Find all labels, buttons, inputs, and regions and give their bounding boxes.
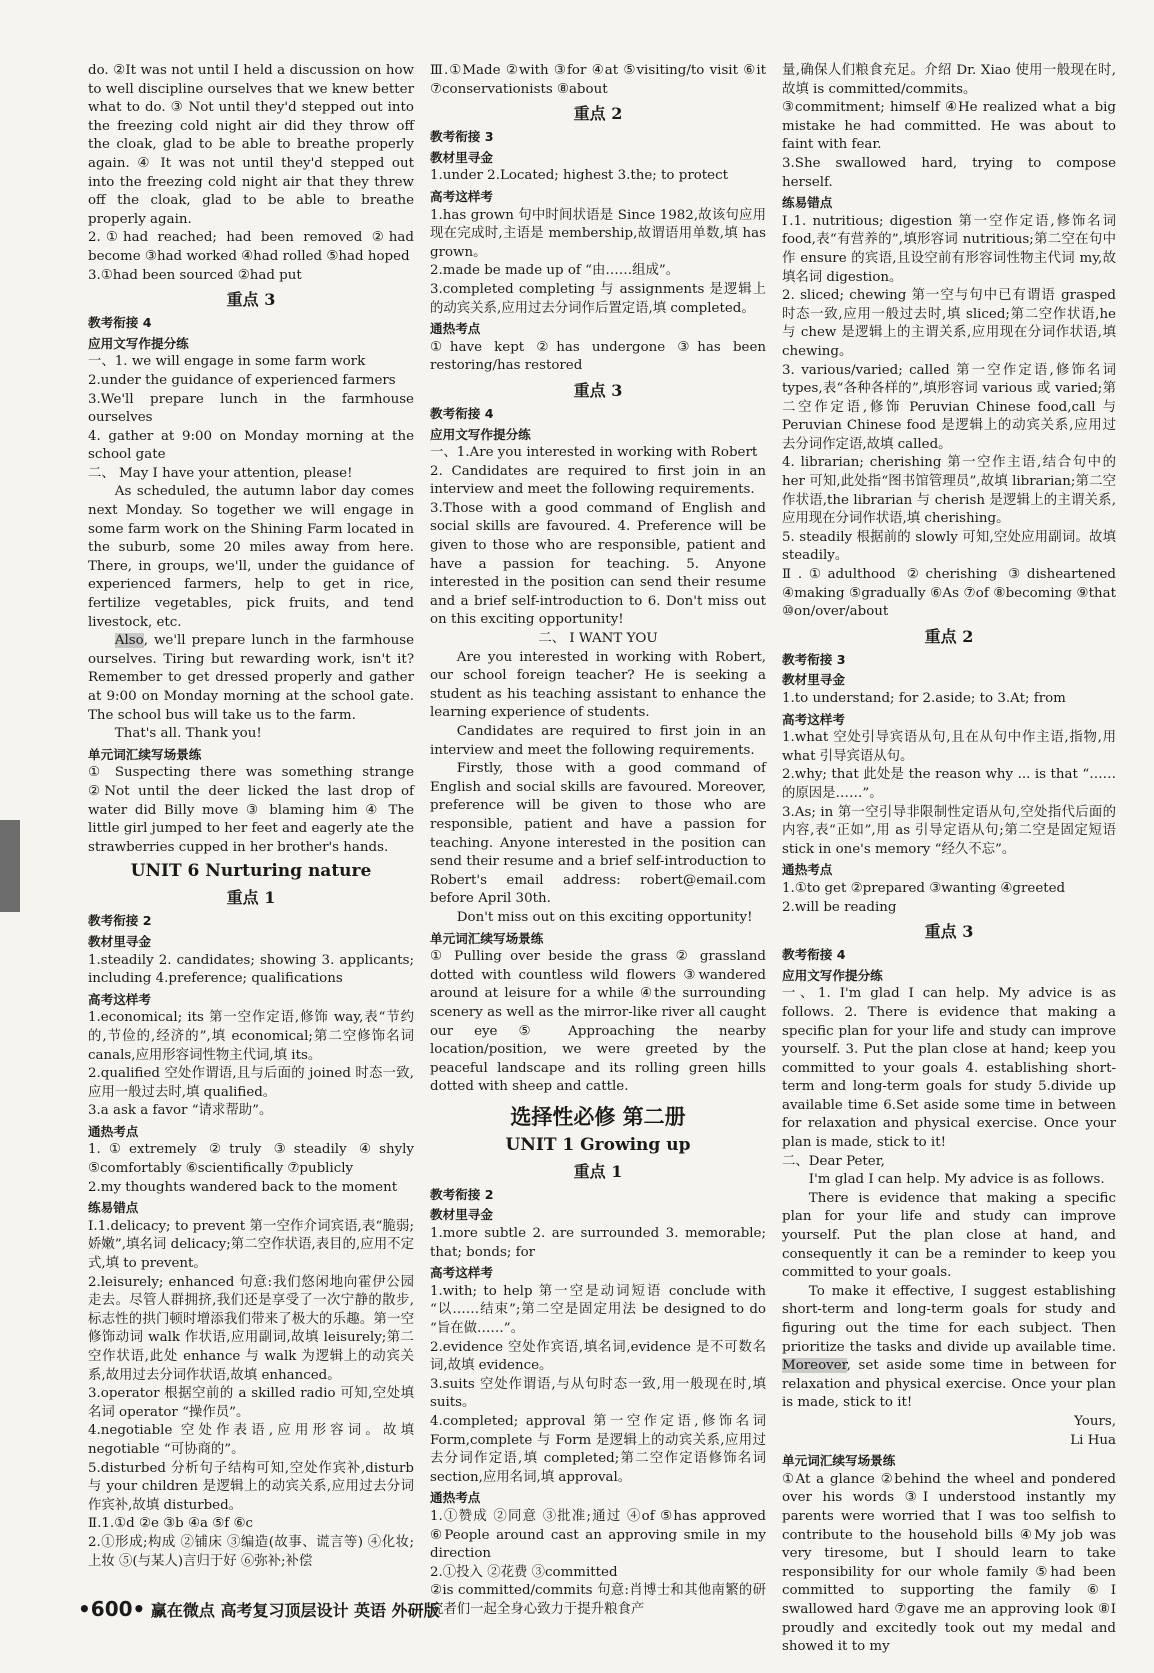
answer-text: 2.why; that 此处是 the reason why ... is that “……的原因是……”。 (782, 767, 1116, 801)
answer-text: 2.will be reading (782, 899, 897, 915)
section-heading: 教考衔接 3 (430, 129, 494, 145)
subsection-title: 重点 3 (924, 922, 974, 942)
section-heading: 单元词汇续写场景练 (430, 930, 544, 946)
paragraph-text: , we'll prepare lunch in the farmhouse ourselves. Tiring but rewarding work, isn't it? Remember to get dressed properly and gather at 9:00 on Monday morning at the school gate. The school bus will take us to the farm. (88, 633, 414, 723)
answer-text: do. ②It was not until I held a discussion on how to well discipline ourselves that we knew better what to do. ③ Not until they'd stepped out into the freezing cold night air did they throw off the cloak, glad to be able to breathe properly again. ④ It was not until they'd stepped out into the freezing cold night air that they threw off the cloak, glad to be able to breathe properly again. (88, 63, 414, 227)
answer-text: 3.She swallowed hard, trying to compose herself. (782, 155, 1116, 190)
answer-text: 5.disturbed 分析句子结构可知,空处作宾补,disturb 与 your children 是逻辑上的动宾关系,应用过去分词作宾补,故填 disturbed。 (88, 1460, 414, 1513)
answer-text: 2.①had reached; had been removed ②had become ③had worked ④had rolled ⑤had hoped (88, 230, 414, 264)
paragraph: That's all. Thank you! (114, 726, 262, 742)
answer-text: 一、1. we will engage in some farm work (88, 354, 366, 370)
signature-line: Yours, (1074, 1413, 1116, 1429)
answer-text: 1.more subtle 2. are surrounded 3. memorable; that; bonds; for (430, 1226, 766, 1260)
answer-text: 3.completed completing 与 assignments 是逻辑上的动宾关系,应用过去分词作后置定语,填 completed。 (430, 281, 766, 316)
page-number: •600• (78, 1597, 146, 1621)
answer-text: 4. librarian; cherishing 第一空作主语,结合句中的 her 可知,此处指“图书馆管理员”,故填 librarian;第二空作状语,the librarian 与 cherish 是逻辑上的主谓关系,应用现在分词作状语,填 cherishing。 (782, 455, 1116, 527)
section-heading: 单元词汇续写场景练 (88, 746, 202, 762)
subsection-title: 重点 3 (226, 290, 276, 310)
section-heading: 应用文写作提分练 (88, 335, 189, 351)
section-heading: 通热考点 (430, 321, 481, 337)
section-heading: 高考这样考 (430, 1265, 493, 1281)
paragraph: There is evidence that making a specific plan for your life and study can improve yourself. Put the plan close at hand, and consequently it can be a reminder to keep you committed to your goals. (782, 1190, 1116, 1281)
section-heading: 教考衔接 2 (88, 913, 152, 929)
subsection-title: 重点 1 (226, 888, 276, 908)
section-heading: 通热考点 (782, 862, 833, 878)
answer-text: 2.leisurely; enhanced 句意:我们悠闲地向霍伊公园走去。尽管人群拥挤,我们还是享受了一次宁静的散步,标志性的拱门顿时增添我们带来了极大的乐趣。第一空修饰动词 walk 作状语,应用副词,故填 leisurely;第二空作状语,此处 enhance 与 walk 为逻辑上的动宾关系,故用过去分词作状语,故填 enhanced。 (88, 1274, 414, 1383)
answer-text: ①have kept ②has undergone ③has been restoring/has restored (430, 339, 766, 374)
answer-text: ① Pulling over beside the grass ② grassland dotted with countless wild flowers ③wandered around at leisure for a while ④the surrounding scenery as well as the mirror-like river all caught our eye ⑤ Approaching the nearby location/position, we were greeted by the peaceful landscape and its rolling green hills dotted with sheep and cattle. (430, 949, 766, 1095)
answer-text: 二、Dear Peter, (782, 1153, 885, 1169)
book-title-heading: 选择性必修 第二册 (510, 1103, 686, 1129)
answer-text: 3.①had been sourced ②had put (88, 267, 302, 283)
section-heading: 教考衔接 2 (430, 1186, 494, 1202)
section-heading: 通热考点 (88, 1123, 139, 1139)
subsection-title: 重点 3 (573, 380, 623, 400)
section-heading: 教考衔接 4 (430, 405, 494, 421)
section-heading: 教材里寻金 (430, 1207, 493, 1223)
section-heading: 高考这样考 (88, 991, 151, 1007)
section-heading: 练易错点 (88, 1200, 139, 1216)
answer-text: 3.As; in 第一空引导非限制性定语从句,空处指代后面的内容,表“正如”,用 as 引导定语从句;第二空是固定短语 stick in one's memory “经久不忘”。 (782, 804, 1116, 857)
highlighted-word: Moreover (782, 1358, 847, 1374)
paragraph: To make it effective, I suggest establishing short-term and long-term goals for study and figuring out the time for each subject. Then prioritize the tasks and divide up available time. Moreover, set aside some time in between for relaxation and physical exercise. Once your plan is made, stick to it! (782, 1283, 1116, 1411)
paragraph: I'm glad I can help. My advice is as follows. (808, 1172, 1105, 1188)
answer-text: 3.We'll prepare lunch in the farmhouse ourselves (88, 391, 414, 426)
paragraph: Candidates are required to first join in an interview and meet the following requirements. (430, 724, 766, 758)
answer-text: 4.negotiable 空处作表语,应用形容词。故填 negotiable “可协商的”。 (88, 1423, 414, 1457)
answer-text: 2.qualified 空处作谓语,且与后面的 joined 时态一致,应用一般过去时,填 qualified。 (88, 1066, 414, 1100)
answer-text: Ⅲ.①Made ②with ③for ④at ⑤visiting/to visit ⑥it ⑦conservationists ⑧about (430, 63, 766, 97)
answer-text: 二、 May I have your attention, please! (88, 465, 353, 481)
answer-text: Ⅰ.1.delicacy; to prevent 第一空作介词宾语,表“脆弱;娇嫩”,填名词 delicacy;第二空作状语,表目的,应用不定式,填 to prevent。 (88, 1218, 414, 1272)
answer-text: 1.has grown 句中时间状语是 Since 1982,故该句应用现在完成时,主语是 membership,故谓语用单数,填 has grown。 (430, 207, 766, 260)
answer-text: 3.suits 空处作谓语,与从句时态一致,用一般现在时,填 suits。 (430, 1376, 766, 1411)
answer-text: 4.completed; approval 第一空作定语,修饰名词 Form,complete 与 Form 是逻辑上的动宾关系,应用过去分词作定语,填 completed;第二空作定语修饰名词 section,应用名词,填 approval。 (430, 1414, 766, 1485)
column-left (88, 62, 414, 1571)
answer-text: 1.with; to help 第一空是动词短语 conclude with “以……结束”;第二空是固定用法 be designed to do “旨在做……”。 (430, 1283, 766, 1337)
answer-text: ①At a glance ②behind the wheel and pondered over his words ③I understood instantly my parents were worried that I was too selfish to contribute to the household bills ④My job was very tiresome, but I should learn to take responsibility for our whole family ⑤had been committed to supporting the family ⑥I swallowed hard ⑦gave me an approving look ⑧I proudly and excitedly took out my medal and showed it to my (782, 1471, 1116, 1655)
section-heading: 教考衔接 4 (782, 947, 846, 963)
paragraph: As scheduled, the autumn labor day comes next Monday. So together we will engage in some farm work on the Shining Farm located in the suburb, some 20 miles away from here. There, in groups, we'll, under the guidance of experienced farmers, help to get in rice, fertilize vegetables, pick fruits, and tend livestock, etc. (88, 484, 414, 630)
chapter-side-tab (0, 820, 20, 912)
answer-text: ① Suspecting there was something strange ②Not until the deer licked the last drop of water did Billy move ③ blaming him ④ The little girl jumped to her feet and eagerly ate the strawberries cupped in her brother's hands. (88, 765, 414, 855)
answer-text: 一、1. I'm glad I can help. My advice is as follows. 2. There is evidence that making a specific plan for your life and study can improve yourself. 3. Put the plan close at hand; keep you committed to your goals 4. establishing short-term and long-term goals for study 5.divide up available time 6.Set aside some time in between for relaxation and physical exercise. Once your plan is made, stick to it! (782, 986, 1116, 1151)
section-heading: 教材里寻金 (782, 672, 845, 688)
section-heading: 教材里寻金 (430, 149, 493, 165)
signature-line: Li Hua (1070, 1432, 1116, 1448)
answer-text: 1.under 2.Located; highest 3.the; to protect (430, 168, 728, 184)
answer-text: 2.evidence 空处作宾语,填名词,evidence 是不可数名词,故填 evidence。 (430, 1339, 766, 1374)
answer-text: 1.steadily 2. candidates; showing 3. applicants; including 4.preference; qualifications (88, 952, 414, 987)
section-heading: 应用文写作提分练 (782, 967, 883, 983)
paragraph: Are you interested in working with Robert, our school foreign teacher? He is seeking a student as his teaching assistant to enhance the learning experience of students. (430, 649, 766, 721)
answer-text: 3.Those with a good command of English and social skills are favoured. 4. Preference will be given to those who are responsible, patient and have a passion for teaching. 5. Anyone interested in the position can send their resume and a brief self-introduction to 6. Don't miss out on this exciting opportunity! (430, 500, 766, 628)
section-heading: 高考这样考 (782, 711, 845, 727)
answer-text: 2.under the guidance of experienced farmers (88, 372, 396, 388)
section-heading: 高考这样考 (430, 188, 493, 204)
section-heading: 通热考点 (430, 1490, 481, 1506)
subsection-title: 重点 2 (573, 104, 623, 124)
answer-text: 2.①形成;构成 ②铺床 ③编造(故事、谎言等) ④化妆;上妆 ⑤(与某人)言归于好 ⑥弥补;补偿 (88, 1534, 414, 1569)
book-title: 赢在微点 高考复习顶层设计 英语 外研版 (150, 1601, 440, 1620)
answer-text: 2.①投入 ②花费 ③committed (430, 1564, 618, 1580)
paragraph: Don't miss out on this exciting opportunity! (456, 909, 753, 925)
answer-text: 1.①to get ②prepared ③wanting ④greeted (782, 880, 1066, 896)
answer-text: 1.①赞成 ②同意 ③批准;通过 ④of ⑤has approved ⑥People around cast an approving smile in my direction (430, 1508, 766, 1562)
answer-text: 2. sliced; chewing 第一空与句中已有谓语 grasped 时态一致,应用一般过去时,填 sliced;第二空作状语,he 与 chew 是逻辑上的主谓关系,应用现在分词作状语,填 chewing。 (782, 288, 1116, 359)
paragraph (88, 632, 414, 725)
section-heading: 练易错点 (782, 195, 833, 211)
answer-text: 1.what 空处引导宾语从句,且在从句中作主语,指物,用 what 引导宾语从句。 (782, 730, 1116, 764)
subsection-title: 重点 1 (573, 1161, 623, 1181)
answer-text: Ⅱ.1.①d ②e ③b ④a ⑤f ⑥c (88, 1516, 253, 1532)
answer-text: Ⅱ.①adulthood ②cherishing ③disheartened ④making ⑤gradually ⑥As ⑦of ⑧becoming ⑨that ⑩on/over/about (782, 567, 1116, 620)
unit-title: UNIT 1 Growing up (505, 1134, 691, 1155)
answer-text: ②is committed/commits 句意:肖博士和其他南繁的研究者们一起全身心致力于提升粮食产 (430, 1583, 766, 1617)
highlighted-word: Also (114, 633, 144, 649)
answer-text: 一、1.Are you interested in working with Robert (430, 445, 758, 461)
section-heading: 单元词汇续写场景练 (782, 1453, 896, 1469)
section-heading: 教考衔接 3 (782, 651, 846, 667)
answer-text: 5. steadily 根据前的 slowly 可知,空处应用副词。故填 steadily。 (782, 529, 1116, 564)
answer-text: 3. various/varied; called 第一空作定语,修饰名词 types,表“各种各样的”,填形容词 various 或 varied;第二空作定语,修饰 Peruvian Chinese food,call 与 Peruvian Chinese food 是逻辑上的动宾关系,应用过去分词作定语,故填 called。 (782, 362, 1116, 452)
answer-text: 2.my thoughts wandered back to the moment (88, 1179, 398, 1195)
centered-heading: 二、 I WANT YOU (538, 631, 658, 647)
section-heading: 教考衔接 4 (88, 315, 152, 331)
answer-text: 3.operator 根据空前的 a skilled radio 可知,空处填名词 operator “操作员”。 (88, 1386, 414, 1420)
paragraph: Firstly, those with a good command of English and social skills are favoured. Moreover, preference will be given to those who are responsible, patient and have a passion for teaching. Anyone interested in the position can send their resume and a brief self-introduction to Robert's email address: robert@email.com before April 30th. (430, 761, 766, 907)
answer-text: 1.to understand; for 2.aside; to 3.At; from (782, 691, 1066, 706)
answer-text: 4. gather at 9:00 on Monday morning at the school gate (88, 428, 414, 463)
section-heading: 应用文写作提分练 (430, 426, 531, 442)
answer-text: 2.made be made up of “由……组成”。 (430, 263, 680, 279)
answer-text: 1.①extremely ②truly ③steadily ④shyly ⑤comfortably ⑥scientifically ⑦publicly (88, 1142, 414, 1177)
answer-text: 1.economical; its 第一空作定语,修饰 way,表“节约的,节俭的,经济的”,填 economical;第二空修饰名词 canals,应用形容词性物主代词,填 its。 (88, 1010, 414, 1063)
answer-text: 2. Candidates are required to first join in an interview and meet the following requirements. (430, 463, 766, 498)
page-footer (78, 1597, 578, 1621)
column-right (782, 62, 1116, 1657)
column-middle (430, 62, 766, 1620)
unit-title: UNIT 6 Nurturing nature (130, 861, 372, 882)
answer-text: 量,确保人们粮食充足。介绍 Dr. Xiao 使用一般现在时,故填 is committed/commits。 (782, 63, 1116, 97)
subsection-title: 重点 2 (924, 626, 974, 646)
answer-text: Ⅰ.1. nutritious; digestion 第一空作定语,修饰名词 food,表“有营养的”,填形容词 nutritious;第二空在句中作 ensure 的宾语,且设空前有形容词性物主代词 my,故填名词 digestion。 (782, 213, 1116, 285)
answer-text: 3.a ask a favor “请求帮助”。 (88, 1103, 273, 1119)
answer-text: ③commitment; himself ④He realized what a big mistake he had committed. He was about to faint with fear. (782, 100, 1116, 153)
section-heading: 教材里寻金 (88, 933, 151, 949)
